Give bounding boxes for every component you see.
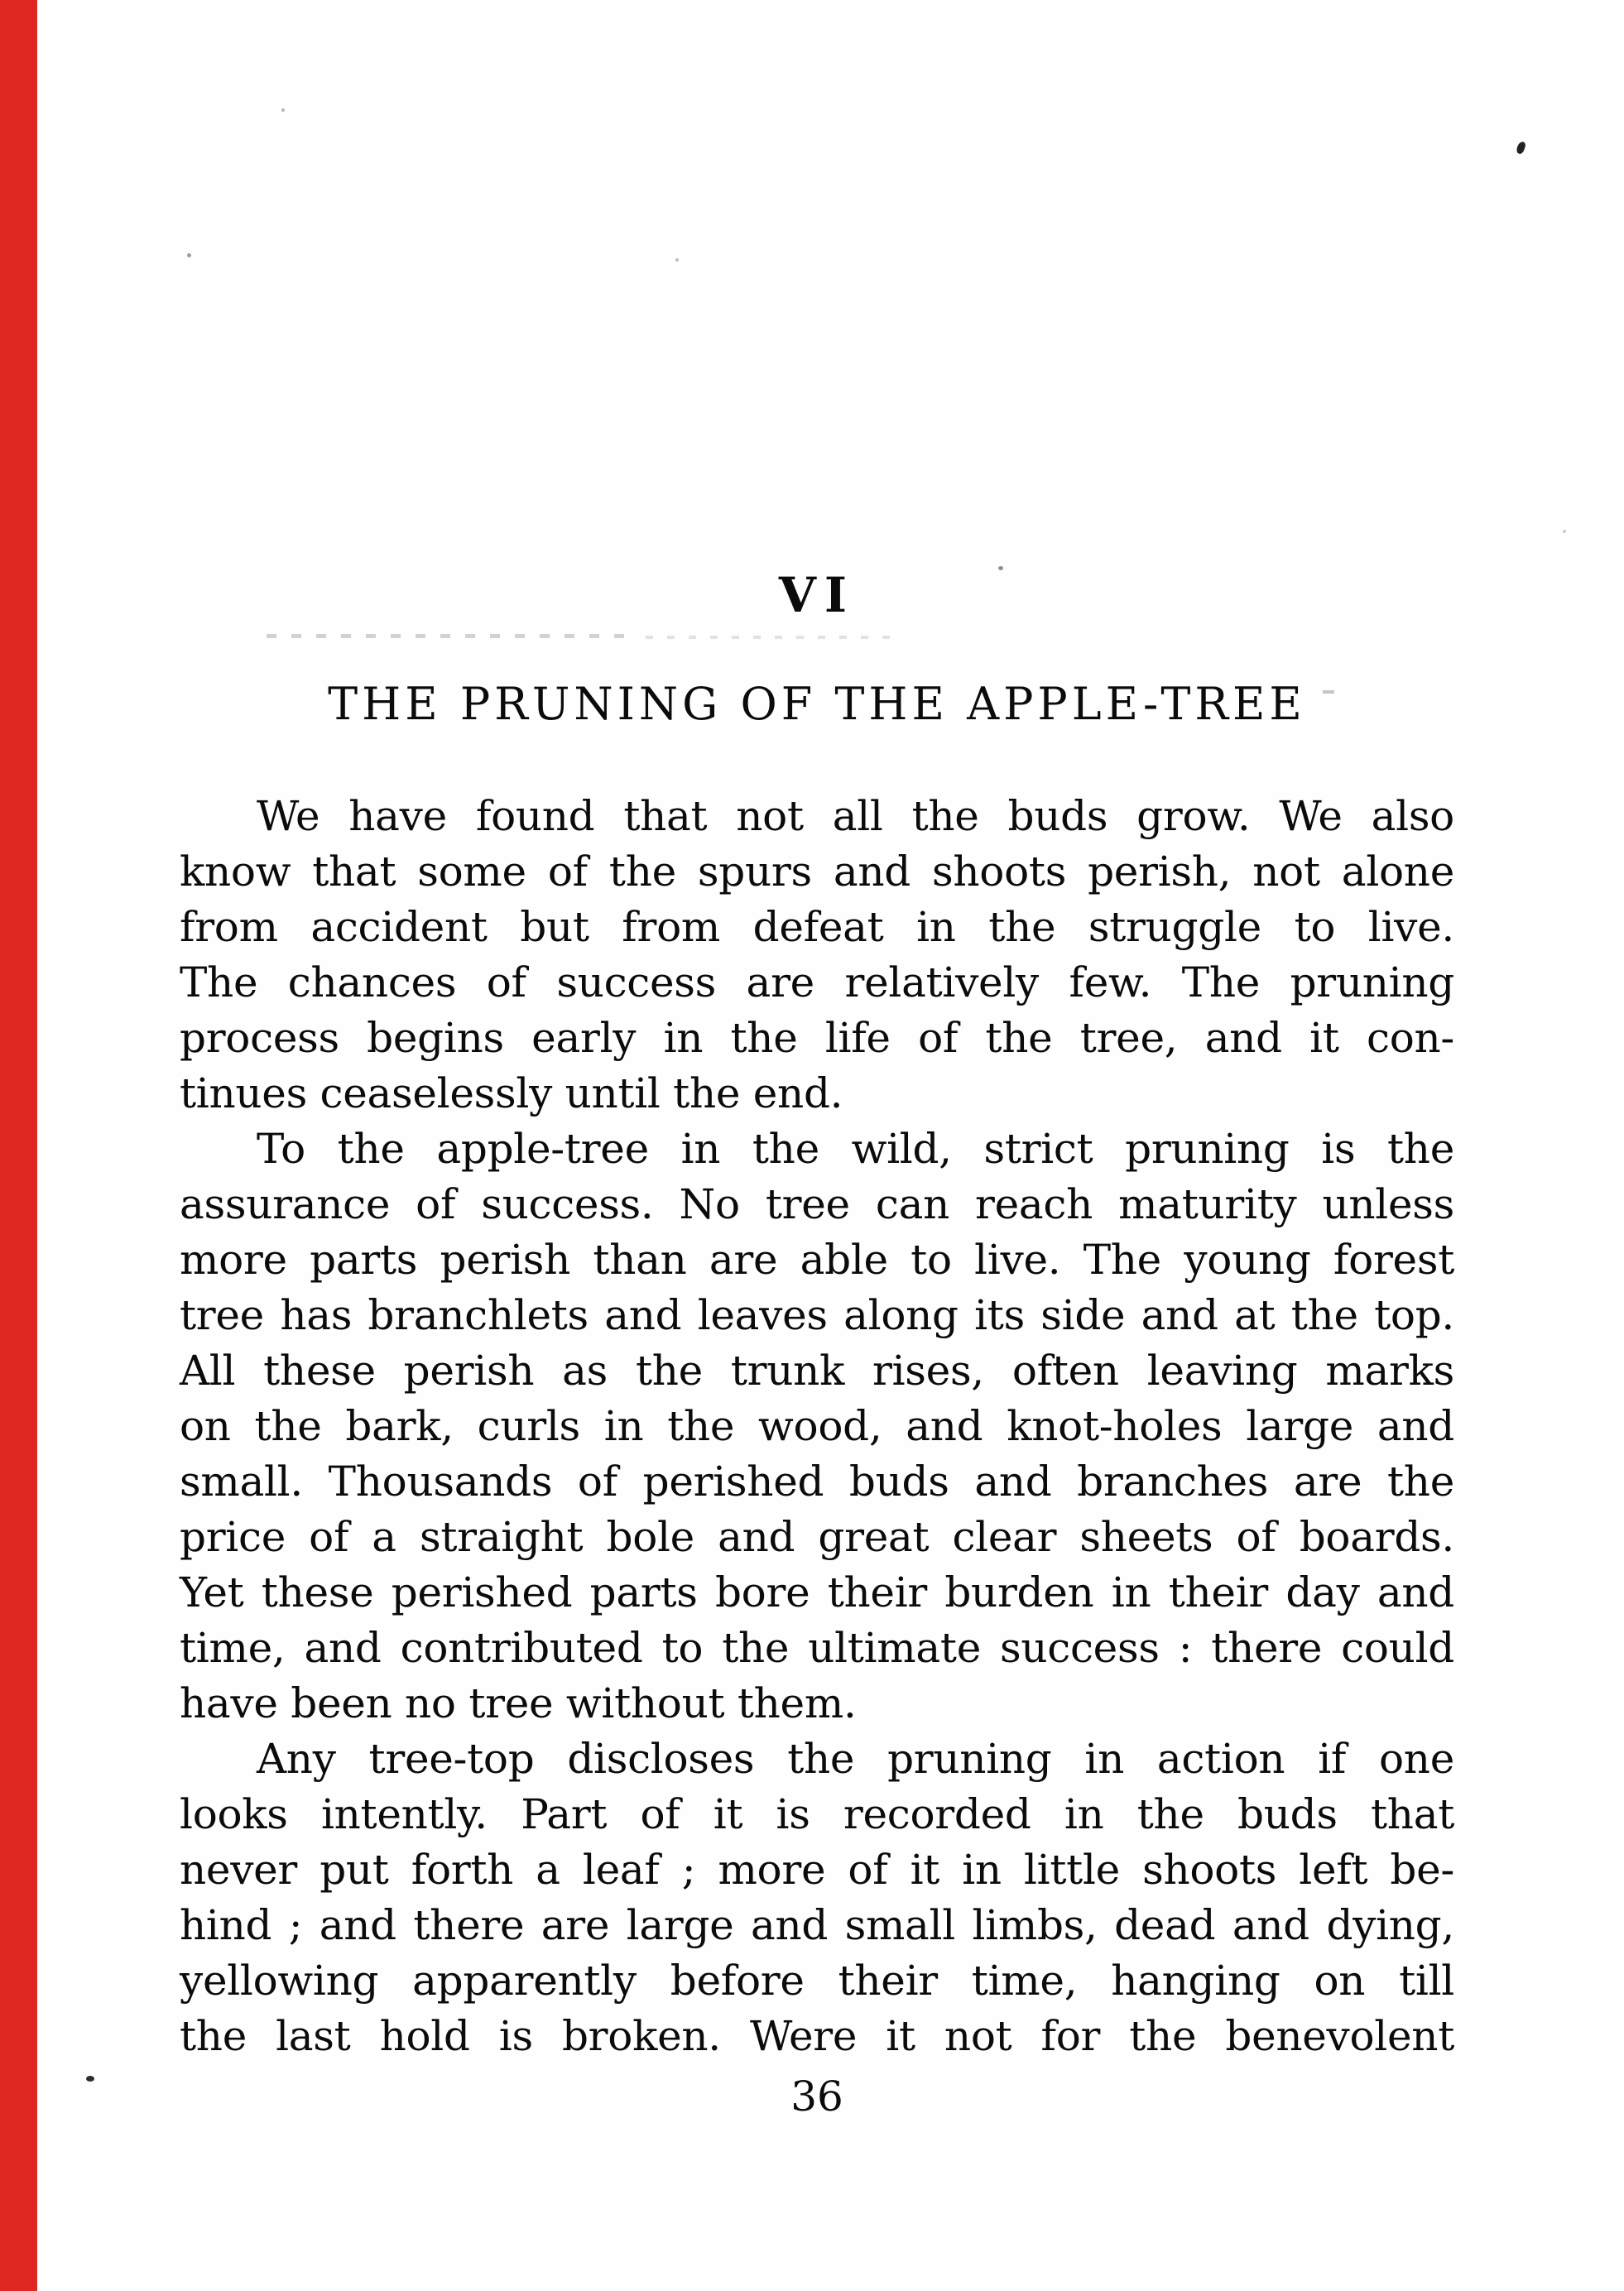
text-line: Any tree-top discloses the pruning in action if one (257, 1735, 1454, 1783)
text-line: never put forth a leaf ; more of it in little shoots left be- (180, 1846, 1454, 1894)
scan-artifact (675, 258, 679, 262)
text-line: know that some of the spurs and shoots perish, not alone (180, 848, 1454, 896)
text-line: The chances of success are relatively few. The pruning (180, 958, 1454, 1006)
scan-artifact (267, 634, 627, 638)
scan-artifact (1516, 141, 1526, 155)
scan-artifact (1323, 690, 1334, 694)
scan-artifact (187, 253, 191, 257)
text-line: assurance of success. No tree can reach maturity unless (180, 1180, 1454, 1228)
text-line: more parts perish than are able to live. The young forest (180, 1236, 1454, 1284)
text-line: from accident but from defeat in the struggle to live. (180, 903, 1454, 951)
text-line: on the bark, curls in the wood, and knot-holes large and (180, 1402, 1454, 1450)
text-line: hind ; and there are large and small limbs, dead and dying, (180, 1901, 1454, 1949)
page-number: 36 (790, 2072, 843, 2120)
text-line: price of a straight bole and great clear sheets of boards. (180, 1513, 1454, 1561)
text-line: time, and contributed to the ultimate success : there could (180, 1624, 1454, 1672)
scan-artifact (646, 636, 894, 639)
book-edge-red-stripe (0, 0, 37, 2291)
chapter-number: VI (778, 567, 856, 623)
text-line: yellowing apparently before their time, hanging on till (180, 1957, 1454, 2005)
body-text (180, 789, 1454, 2064)
text-line: Yet these perished parts bore their burden in their day and (180, 1568, 1454, 1616)
text-line: looks intently. Part of it is recorded in the buds that (180, 1790, 1454, 1838)
page-title: THE PRUNING OF THE APPLE-TREE (328, 678, 1306, 730)
scan-artifact (1563, 530, 1566, 533)
text-line: All these perish as the trunk rises, often leaving marks (180, 1347, 1454, 1395)
text-line: tinues ceaselessly until the end. (180, 1069, 843, 1117)
scan-artifact (998, 566, 1003, 570)
text-line: We have found that not all the buds grow. We also (257, 792, 1454, 840)
scan-artifact (281, 108, 285, 112)
text-line: tree has branchlets and leaves along its side and at the top. (180, 1291, 1454, 1339)
text-line: To the apple-tree in the wild, strict pruning is the (257, 1125, 1454, 1173)
text-line: small. Thousands of perished buds and branches are the (180, 1458, 1454, 1506)
scan-artifact (86, 2076, 94, 2082)
text-line: process begins early in the life of the tree, and it con- (180, 1014, 1454, 1062)
text-line: have been no tree without them. (180, 1679, 857, 1727)
text-line: the last hold is broken. Were it not for the benevolent (180, 2012, 1454, 2060)
